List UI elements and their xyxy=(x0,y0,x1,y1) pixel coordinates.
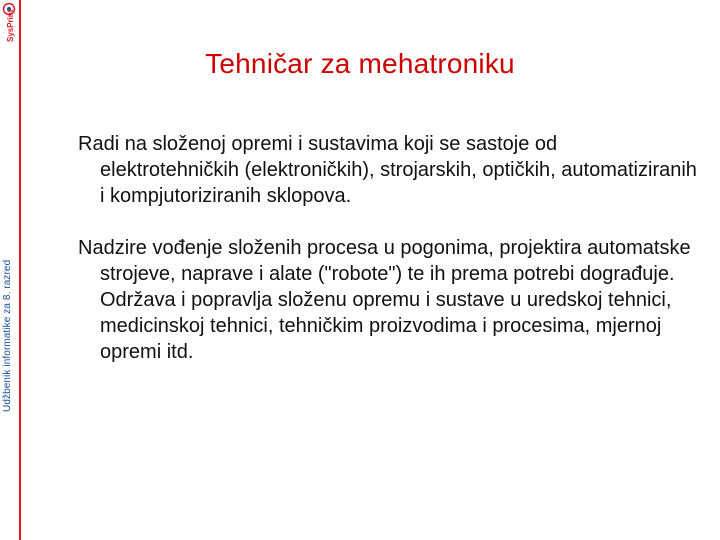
left-margin-rule xyxy=(19,0,21,540)
slide-title: Tehničar za mehatroniku xyxy=(205,48,515,79)
publisher-logo xyxy=(1,2,17,44)
svg-text:SysPrint: SysPrint xyxy=(6,9,15,42)
body-paragraph-1: Radi na složenoj opremi i sustavima koji se sastoje od elektrotehničkih (elektroničkih), strojarskih, optičkih, automatiziranih i kompjutoriziranih sklopova. xyxy=(78,133,697,207)
body-paragraph-2: Nadzire vođenje složenih procesa u pogonima, projektira automatske strojeve, naprave i alate ("robote") te ih prema potrebi dograđuje. Održava i popravlja složenu opremu i sustave u uredskoj tehnici, medicinskoj tehnici, tehničkim proizvodima i procesima, mjernoj opremi itd. xyxy=(78,237,691,363)
sidebar-caption: Udžbenik informatike za 8. razred xyxy=(2,259,13,412)
